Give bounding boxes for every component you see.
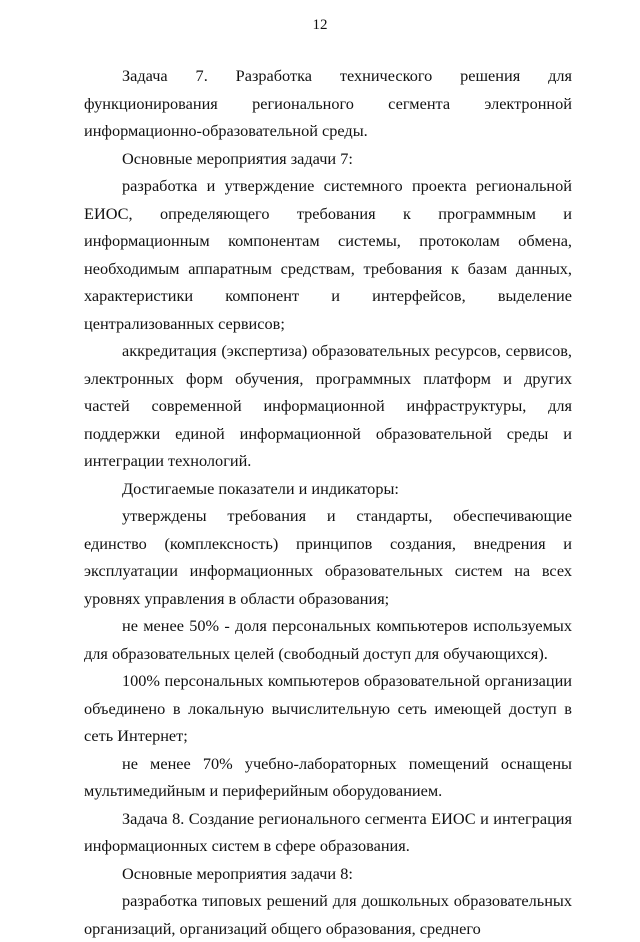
indicators-heading: Достигаемые показатели и индикаторы: [122, 478, 399, 498]
task-7-activity-system-project: разработка и утверждение системного проекта региональной ЕИОС, определяющего требования к программным и информационным компонентам системы, протоколам обмена, необходимым аппаратным средствам, требования к базам данных, характеристики компонент и интерфейсов, выделение централизованных сервисов; [84, 176, 572, 333]
task-7-activity-accreditation: аккредитация (экспертиза) образовательных ресурсов, сервисов, электронных форм обучения, программных платформ и других частей современной информационной инфраструктуры, для поддержки единой информационной образовательной среды и интеграции технологий. [84, 341, 572, 470]
task-7-activities-heading: Основные мероприятия задачи 7: [122, 148, 353, 168]
task-7-heading: Задача 7. Разработка технического решения для функционирования регионального сегмента электронной информационно-образовательной среды. [84, 66, 572, 140]
page-number: 12 [312, 17, 328, 33]
indicator-standards: утверждены требования и стандарты, обеспечивающие единство (комплексность) принципов создания, внедрения и эксплуатации информационных образовательных систем на всех уровнях управления в области образования; [84, 506, 572, 608]
task-8-activities-heading: Основные мероприятия задачи 8: [122, 863, 353, 883]
task-8-activity-typical-solutions: разработка типовых решений для дошкольных образовательных организаций, организаций общего образования, среднего [84, 891, 572, 938]
indicator-local-network: 100% персональных компьютеров образовательной организации объединено в локальную вычислительную сеть имеющей доступ в сеть Интернет; [84, 671, 572, 745]
indicator-multimedia-rooms: не менее 70% учебно-лабораторных помещений оснащены мультимедийным и периферийным оборудованием. [84, 753, 572, 800]
task-8-heading: Задача 8. Создание регионального сегмента ЕИОС и интеграция информационных систем в сфере образования. [84, 808, 572, 855]
document-body [84, 62, 572, 942]
indicator-pc-share: не менее 50% - доля персональных компьютеров используемых для образовательных целей (свободный доступ для обучающихся). [84, 616, 572, 663]
